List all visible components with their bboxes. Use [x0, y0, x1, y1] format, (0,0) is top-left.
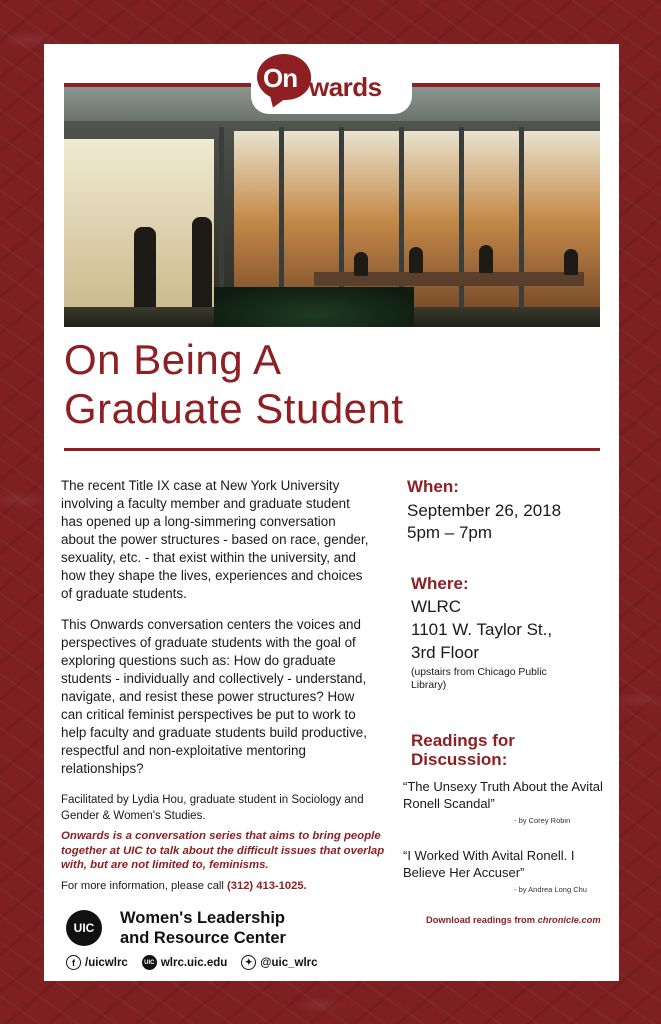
reading-title-1[interactable]: “The Unsexy Truth About the Avital Ronell Scandal” — [403, 779, 603, 811]
reading-title-2[interactable]: “I Worked With Avital Ronell. I Believe Her Accuser” — [403, 848, 575, 880]
location-note: (upstairs from Chicago Public Library) — [411, 667, 547, 691]
event-photo — [64, 87, 600, 327]
download-text: Download readings from — [426, 915, 535, 925]
website-url: wlrc.uic.edu — [160, 956, 228, 969]
series-description: Onwards is a conversation series that aims to bring people together at UIC to talk about the difficult issues that overlap with, but are not limited to, feminisms. — [61, 830, 385, 871]
readings-heading: Readings for Discussion: — [411, 731, 515, 769]
twitter-icon: ✦ — [241, 955, 256, 970]
facebook-handle: /uicwlrc — [85, 956, 128, 969]
more-info — [61, 880, 307, 892]
uic-logo: UIC — [66, 910, 102, 946]
logo-on-text: On — [263, 63, 298, 93]
twitter-link[interactable] — [241, 955, 317, 970]
description-paragraph-1: The recent Title IX case at New York University involving a faculty member and graduate student has opened up a long-simmering conversation about the power structures - based on race, gender, sexuality, etc. - that exist within the university, and how they shape the lives, experiences and choices of graduate students. — [61, 478, 369, 601]
title-line-1: On Being A — [64, 336, 282, 383]
location-line-3: 3rd Floor — [411, 643, 480, 662]
event-date: September 26, 2018 — [407, 501, 562, 520]
location-line-1: WLRC — [411, 597, 462, 616]
description-paragraph-2: This Onwards conversation centers the voices and perspectives of graduate students with the goal of exploring questions such as: How do graduate students - individually and collectively - understand, navigate, and resist these power structures? How can critical feminist perspectives be put to work to help faculty and graduate students build productive, respectful and non-exploitative mentoring relationships? — [61, 617, 367, 776]
title-rule — [64, 448, 600, 451]
social-links — [66, 955, 318, 970]
event-title — [64, 335, 600, 433]
logo-wards-text: wards — [309, 72, 382, 102]
onwards-logo — [251, 50, 412, 114]
reading-author-2: - by Andrea Long Chu — [514, 885, 587, 894]
facebook-icon: f — [66, 955, 81, 970]
download-readings — [426, 915, 601, 925]
facilitator-note: Facilitated by Lydia Hou, graduate student in Sociology and Gender & Women's Studies. — [61, 794, 364, 822]
reading-author-1: - by Corey Robin — [514, 816, 571, 825]
org-name-line-1: Women's Leadership — [120, 909, 285, 927]
download-link[interactable]: chronicle.com — [537, 915, 601, 925]
website-link[interactable] — [142, 955, 227, 970]
facebook-link[interactable] — [66, 955, 128, 970]
when-heading: When: — [407, 477, 459, 496]
title-line-2: Graduate Student — [64, 385, 404, 432]
org-name-line-2: and Resource Center — [120, 929, 286, 947]
event-time: 5pm – 7pm — [407, 523, 493, 542]
phone-number: (312) 413-1025. — [227, 880, 307, 892]
uic-icon: UIC — [142, 955, 157, 970]
twitter-handle: @uic_wlrc — [260, 956, 318, 969]
flyer — [44, 44, 619, 981]
where-heading: Where: — [411, 574, 469, 593]
location-line-2: 1101 W. Taylor St., — [411, 620, 553, 639]
more-info-text: For more information, please call — [61, 880, 224, 892]
org-name — [120, 908, 286, 948]
